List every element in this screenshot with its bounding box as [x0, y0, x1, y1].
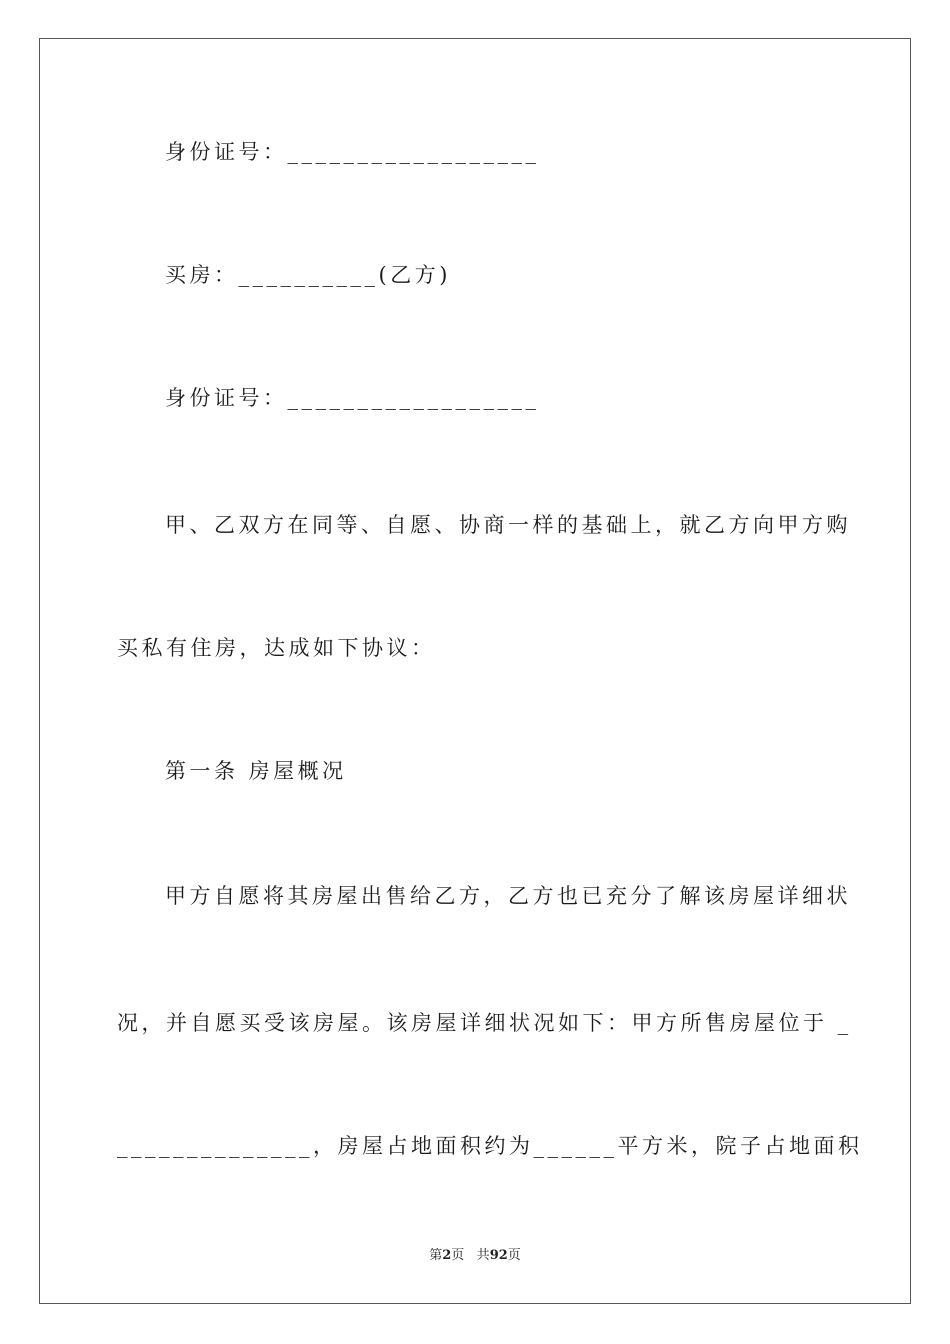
seller-id-number-line: 身份证号：__________________	[165, 140, 540, 164]
article-one-heading: 第一条 房屋概况	[165, 759, 347, 783]
agreement-intro-line-1: 甲、乙双方在同等、自愿、协商一样的基础上，就乙方向甲方购	[165, 513, 851, 537]
article-one-text-line-2: 况，并自愿买受该房屋。该房屋详细状况如下：甲方所售房屋位于 _	[117, 1011, 852, 1035]
total-pages-number: 92	[489, 1248, 508, 1263]
page-frame	[39, 38, 911, 1304]
page-suffix: 页	[451, 1248, 465, 1263]
agreement-intro-line-2: 买私有住房，达成如下协议：	[117, 636, 436, 660]
total-prefix: 共	[476, 1248, 490, 1263]
article-one-text-line-1: 甲方自愿将其房屋出售给乙方，乙方也已充分了解该房屋详细状	[165, 884, 851, 908]
page-prefix: 第	[429, 1248, 443, 1263]
current-page-number: 2	[442, 1248, 452, 1263]
total-suffix: 页	[507, 1248, 521, 1263]
page-footer	[0, 1248, 950, 1264]
buyer-id-number-line: 身份证号：__________________	[165, 386, 540, 410]
buyer-line: 买房：__________(乙方)	[165, 263, 451, 287]
article-one-text-line-3: ______________，房屋占地面积约为______平方米，院子占地面积	[117, 1134, 863, 1158]
